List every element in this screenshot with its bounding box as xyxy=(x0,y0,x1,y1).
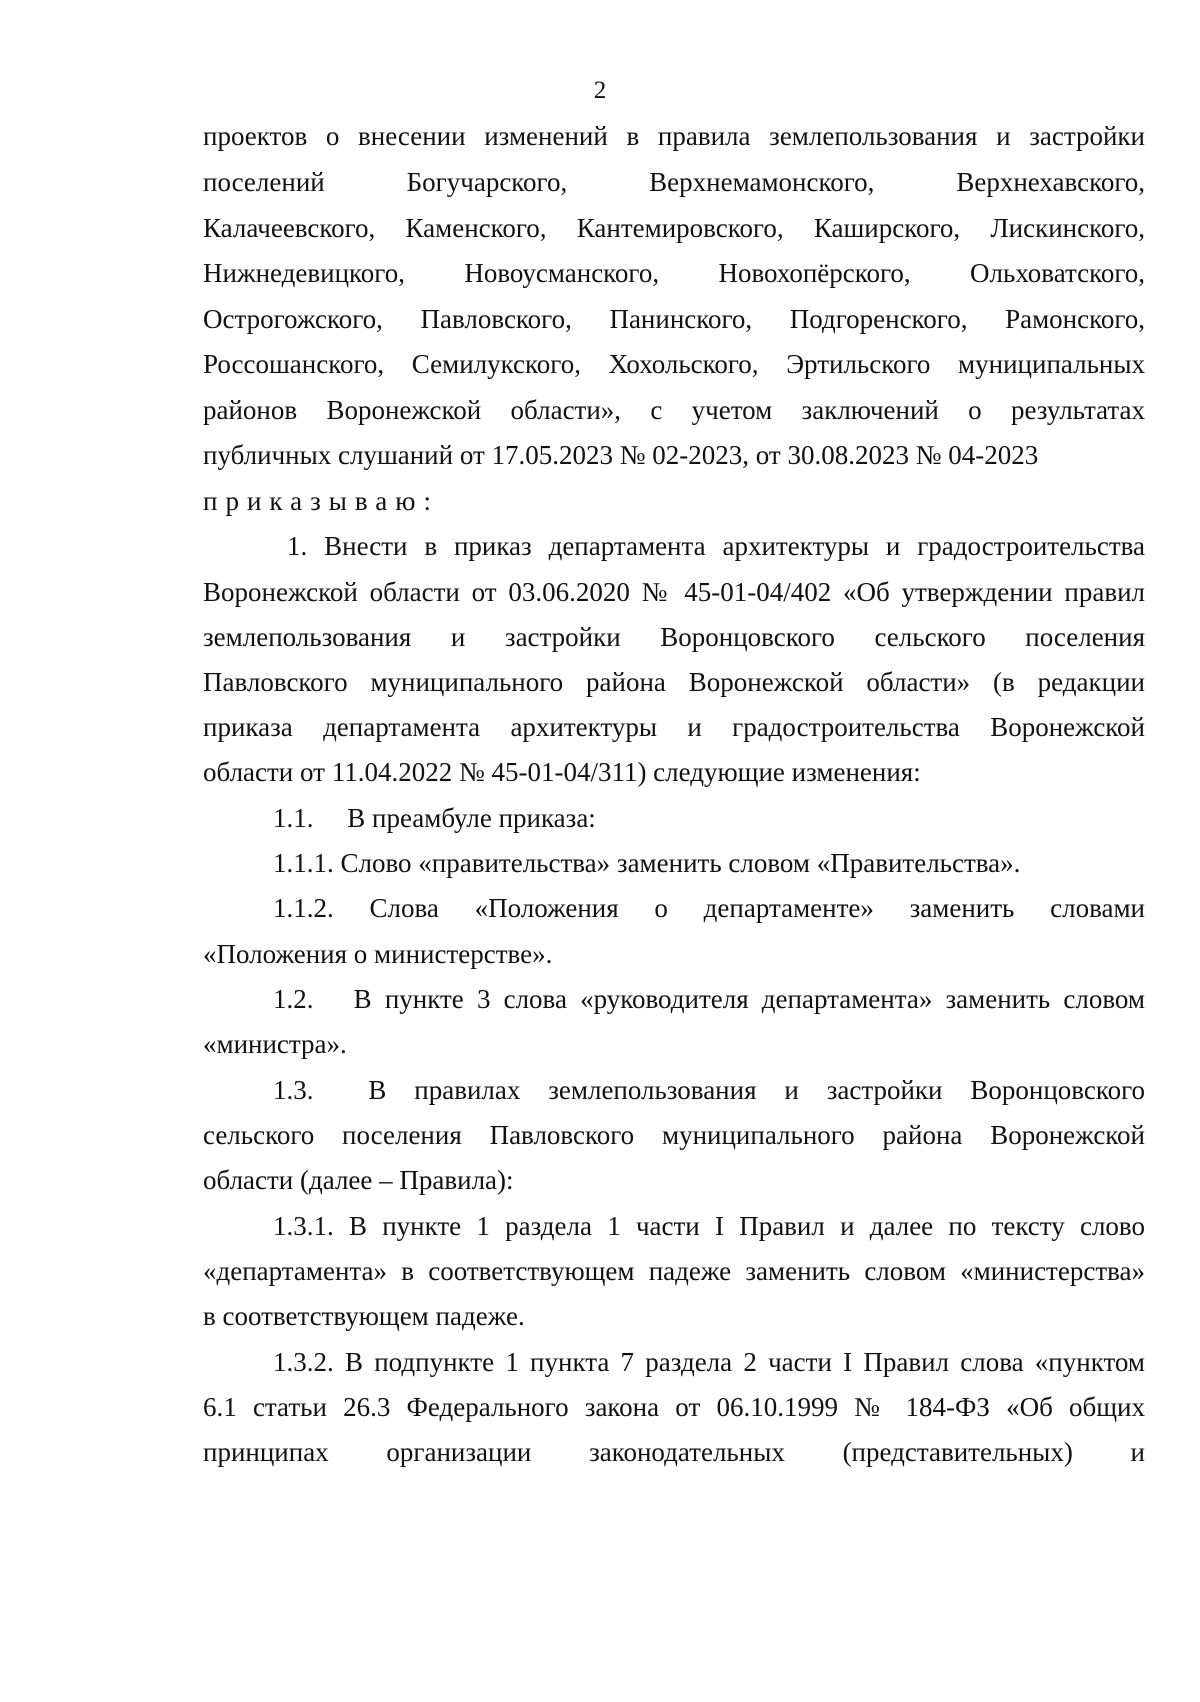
item-1-line: области от 11.04.2022 № 45-01-04/311) следующие изменения: xyxy=(203,757,921,787)
item-1-line: землепользования и застройки Воронцовского сельского поселения xyxy=(203,622,1145,652)
item-1-3-line: сельского поселения Павловского муниципального района Воронежской xyxy=(203,1120,1145,1150)
order-word: приказываю: xyxy=(203,486,439,516)
item-1-1-2-line: «Положения о министерстве». xyxy=(203,939,553,969)
item-1-2-line: 1.2. В пункте 3 слова «руководителя департамента» заменить словом xyxy=(273,984,1145,1014)
intro-line: Россошанского, Семилукского, Хохольского, Эртильского муниципальных xyxy=(203,349,1145,379)
item-1-3-line: области (далее – Правила): xyxy=(203,1165,514,1195)
intro-line: проектов о внесении изменений в правила землепользования и застройки xyxy=(203,121,1145,151)
item-1-3-line: 1.3. В правилах землепользования и застройки Воронцовского xyxy=(273,1075,1145,1105)
item-1-line: приказа департамента архитектуры и градостроительства Воронежской xyxy=(203,712,1145,742)
item-1-3-2-line: 1.3.2. В подпункте 1 пункта 7 раздела 2 части I Правил слова «пунктом xyxy=(273,1347,1145,1377)
item-1-3-1-line: «департамента» в соответствующем падеже заменить словом «министерства» xyxy=(203,1256,1145,1286)
item-1-line: Павловского муниципального района Воронежской области» (в редакции xyxy=(203,667,1145,697)
page-number: 2 xyxy=(593,77,607,104)
intro-line: Острогожского, Павловского, Панинского, Подгоренского, Рамонского, xyxy=(203,304,1145,334)
intro-line: Нижнедевицкого, Новоусманского, Новохопёрского, Ольховатского, xyxy=(203,258,1145,288)
item-1-3-1-line: 1.3.1. В пункте 1 раздела 1 части I Правил и далее по тексту слово xyxy=(273,1211,1145,1241)
item-1-1-1: 1.1.1. Слово «правительства» заменить словом «Правительства». xyxy=(273,848,1021,878)
item-1-line: Воронежской области от 03.06.2020 № 45-01-04/402 «Об утверждении правил xyxy=(203,577,1145,607)
intro-line: публичных слушаний от 17.05.2023 № 02-2023, от 30.08.2023 № 04-2023 xyxy=(203,440,1039,470)
item-1-2-line: «министра». xyxy=(203,1029,347,1059)
intro-line: поселений Богучарского, Верхнемамонского, Верхнехавского, xyxy=(203,167,1145,197)
item-1-1: 1.1. В преамбуле приказа: xyxy=(273,803,596,833)
item-1-3-2-line: принципах организации законодательных (представительных) и xyxy=(203,1437,1145,1467)
item-1-1-2-line: 1.1.2. Слова «Положения о департаменте» заменить словами xyxy=(273,893,1145,923)
intro-line: Калачеевского, Каменского, Кантемировского, Каширского, Лискинского, xyxy=(203,213,1145,243)
item-1-3-2-line: 6.1 статьи 26.3 Федерального закона от 06.10.1999 № 184-ФЗ «Об общих xyxy=(203,1392,1145,1422)
item-1-line: 1. Внести в приказ департамента архитектуры и градостроительства xyxy=(287,531,1145,561)
intro-line: районов Воронежской области», с учетом заключений о результатах xyxy=(203,395,1145,425)
item-1-3-1-line: в соответствующем падеже. xyxy=(203,1301,525,1331)
